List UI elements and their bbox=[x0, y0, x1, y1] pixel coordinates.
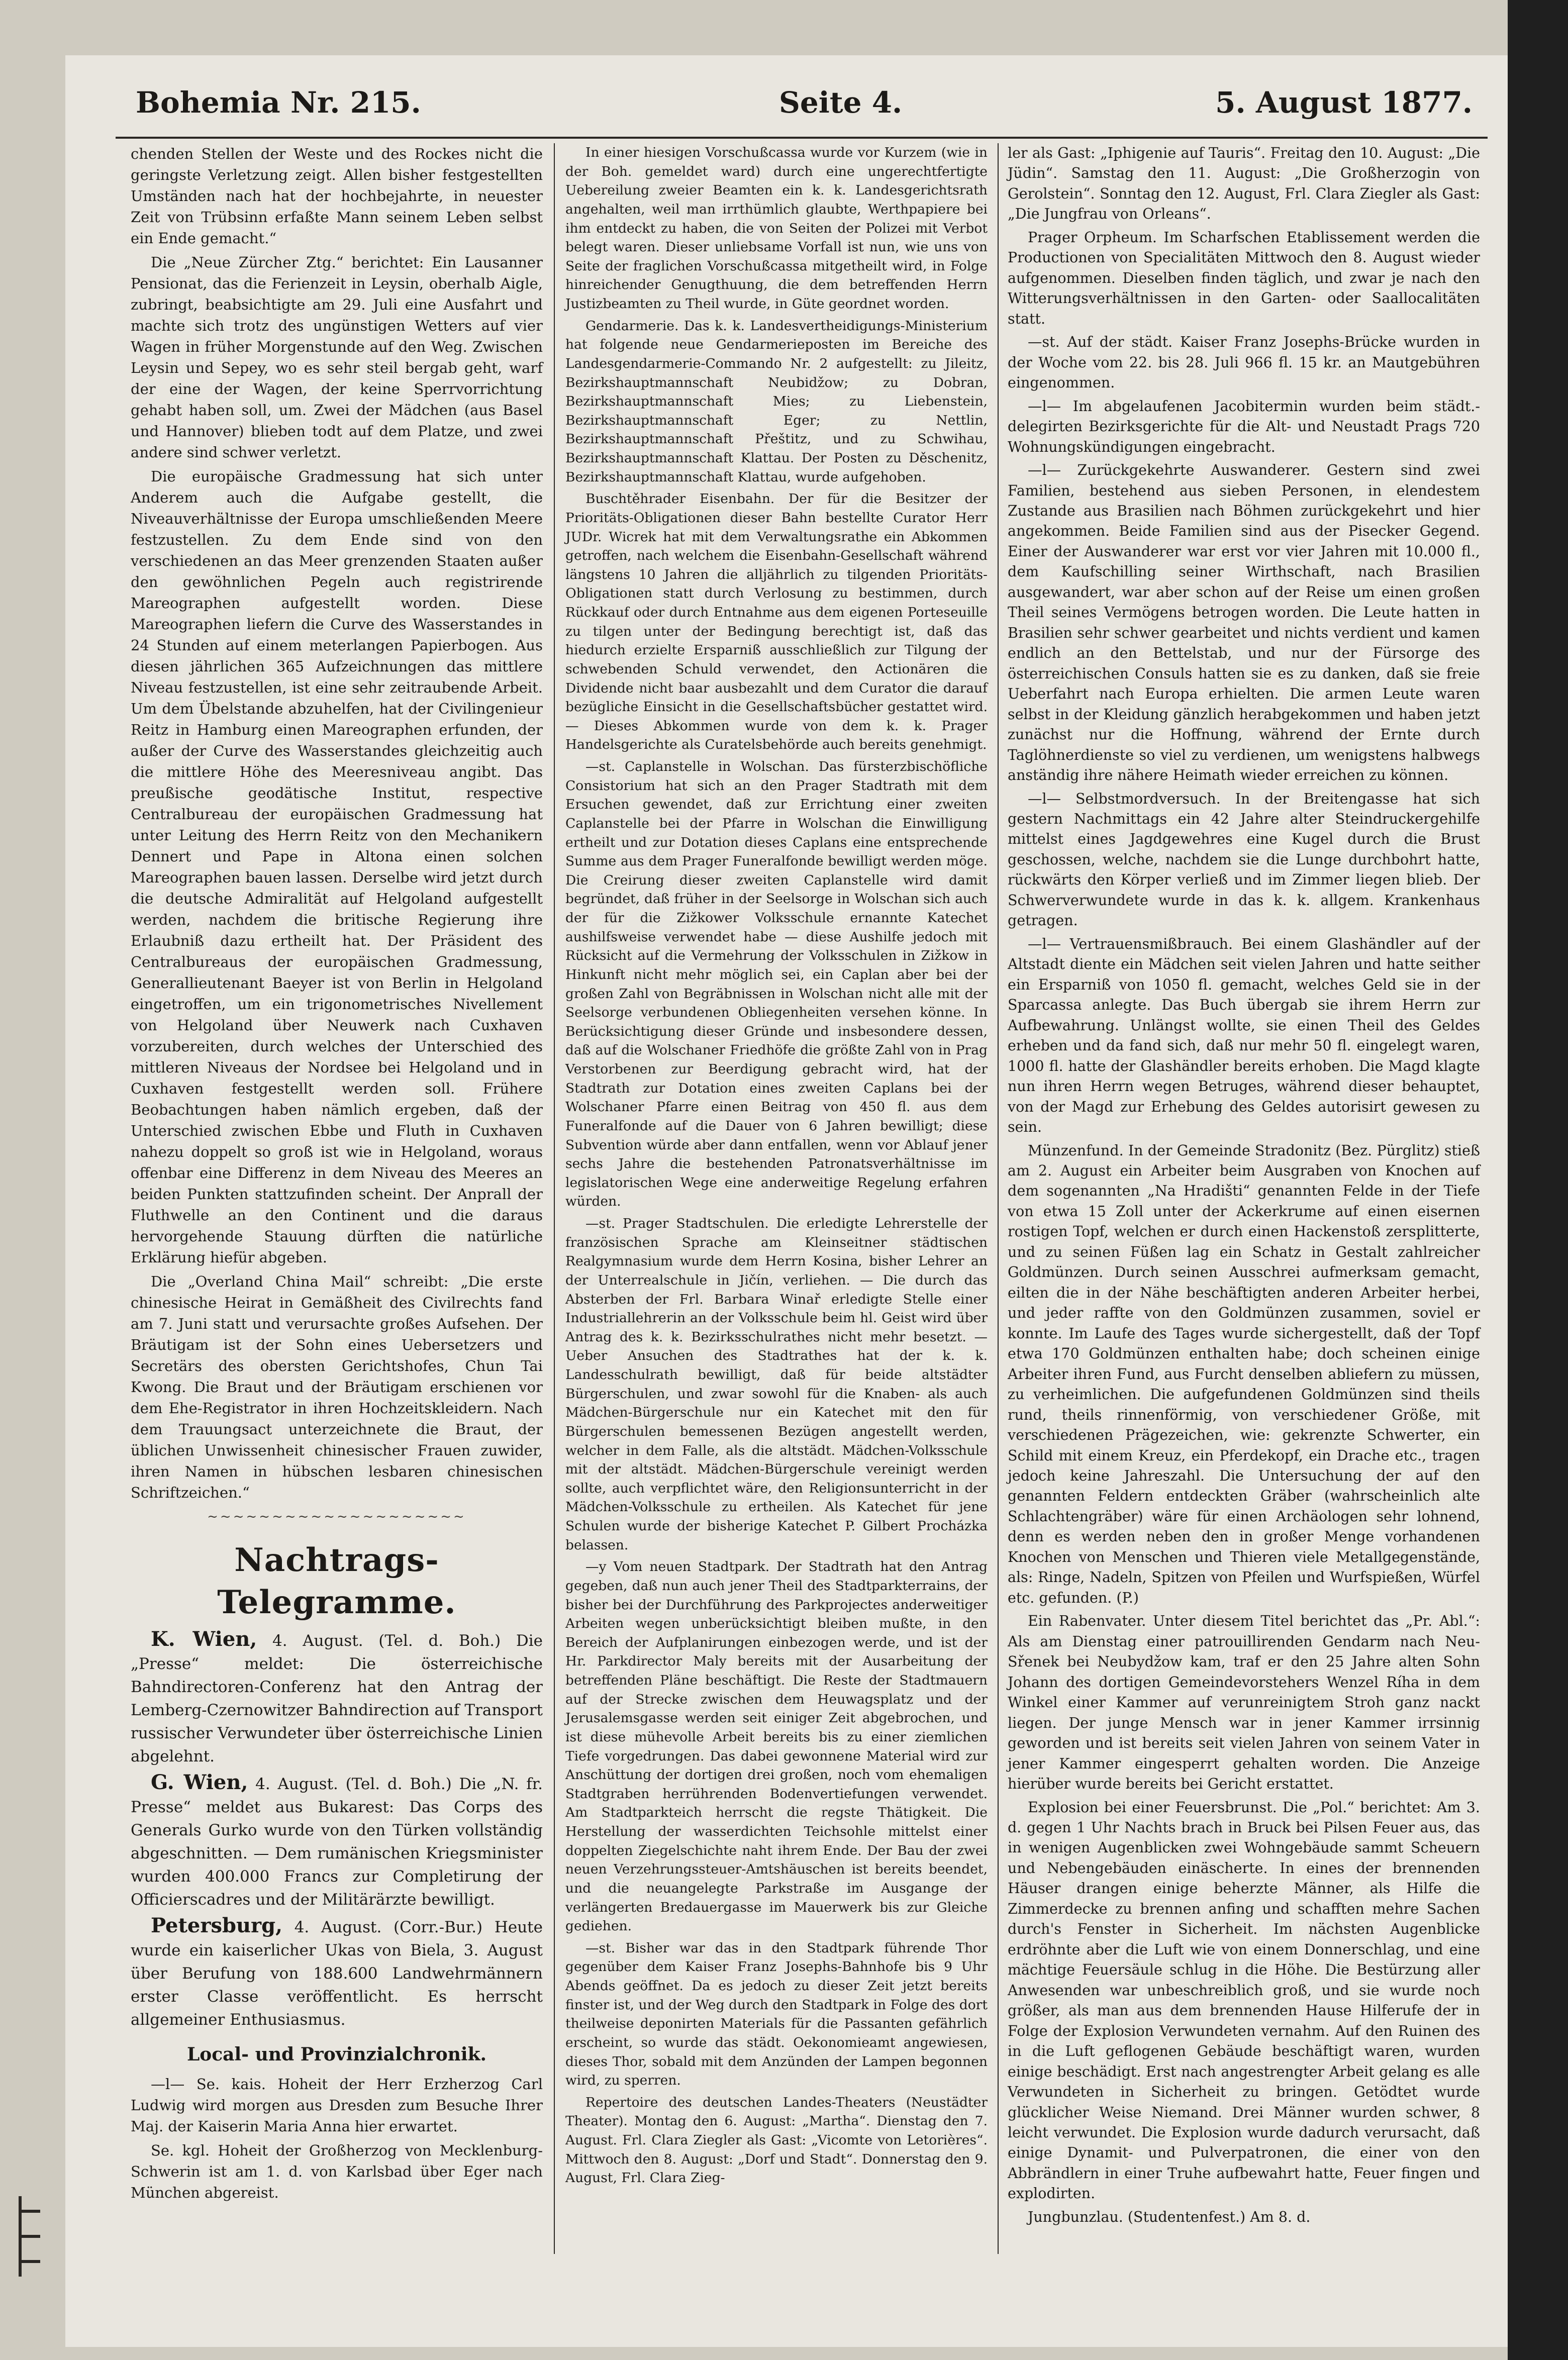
article-buschtehrader: Buschtěhrader Eisenbahn. Der für die Besitzer der Prioritäts-Obligationen dieser Bahn bestellte Curator Herr JUDr. Wicrek hat mit dem Verwaltungsrathe ein Abkommen getroffen, nach welchem die Eisenbahn-Gesellschaft während längstens 10 Jahren die alljährlich zu tilgenden Prioritäts-Obligationen statt durch Verlosung zu bestimmen, durch Rückkauf oder durch Entnahme aus dem eigenen Porteseuille zu tilgen unter der Bedingung berechtigt ist, daß das hiedurch erzielte Ersparniß ausschließlich zur Tilgung der schwebenden Schuld verwendet, den Actionären die Dividende nicht baar ausbezahlt und dem Curator die darauf bezügliche Einsicht in die Gesellschaftsbücher gestattet wird. — Dieses Abkommen wurde von dem k. k. Prager Handelsgerichte als Curatelsbehörde auch bereits genehmigt. bbox=[565, 491, 988, 753]
article-bridge-toll: —st. Auf der städt. Kaiser Franz Josephs-Brücke wurden in der Woche vom 22. bis 28. Juli 966 fl. 15 kr. an Mautgebühren eingenommen. bbox=[1008, 334, 1480, 391]
header-publication: Bohemia Nr. 215. bbox=[136, 85, 421, 120]
article-orpheum: Prager Orpheum. Im Scharfschen Etablissement werden die Productionen von Specialitäten Mittwoch den 8. August wieder aufgenommen. Dieselben finden täglich, und zwar je nach den Witterungsverhältnissen in den Garten- oder Saallocalitäten statt. bbox=[1008, 229, 1480, 327]
column-2 bbox=[565, 143, 988, 2191]
article-stadtpark: —y Vom neuen Stadtpark. Der Stadtrath hat den Antrag gegeben, daß nun auch jener Theil des Stadtparkterrains, der bisher bei der Durchführung des Parkprojectes anderweitiger Arbeiten wegen unberücksichtigt bleiben mußte, in den Bereich der Aufplanirungen einbezogen werde, und ist der Hr. Parkdirector Maly bereits mit der Ausarbeitung der betreffenden Pläne beschäftigt. Die Reste der Stadtmauern auf der Strecke zwischen dem Heuwagsplatz und der Jerusalemsgasse werden seit einiger Zeit abgebrochen, und ist diese mühevolle Arbeit bereits bis zu einer ziemlichen Tiefe vorgedrungen. Das dabei gewonnene Material wird zur Anschüttung der dortigen drei großen, noch vom ehemaligen Stadtgraben herrührenden Bodenvertiefungen verwendet. Am Stadtparkteich herrscht die regste Thätigkeit. Die Herstellung der wasserdichten Teichsohle mittelst einer doppelten Ziegelschichte naht ihrem Ende. Der Bau der zwei neuen Verzehrungssteuer-Amtshäuschen ist bereits beendet, und die neuangelegte Parkstraße im Ausgange der verlängerten Bredauergasse im Mauerwerk bis zur Gleiche gediehen. bbox=[565, 1559, 988, 1934]
article-theater-repertoire: Repertoire des deutschen Landes-Theaters (Neustädter Theater). Montag den 6. August: „Martha“. Dienstag den 7. August. Frl. Clara Ziegler als Gast: „Vicomte von Letorières“. Mittwoch den 8. August: „Dorf und Stadt“. Donnerstag den 9. August, Frl. Clara Zieg- bbox=[565, 2094, 988, 2186]
page-header bbox=[65, 75, 1508, 136]
telegram-text: 4. August. (Corr.-Bur.) Heute wurde ein kaiserlicher Ukas von Biela, 3. August über Berufung von 188.600 Landwehrmännern erster Classe veröffentlicht. Es herrscht allgemeiner Enthusiasmus. bbox=[131, 1918, 543, 2029]
article-explosion: Explosion bei einer Feuersbrunst. Die „Pol.“ berichtet: Am 3. d. gegen 1 Uhr Nachts brach in Bruck bei Pilsen Feuer aus, das in wenigen Augenblicken zwei Wohngebäude sammt Scheuern und Nebengebäuden einäscherte. In eines der brennenden Häuser drangen einige beherzte Männer, als Hilfe die Zimmerdecke zu brennen anfing und schafften mehre Sachen durch's Fenster in Sicherheit. Im nächsten Augenblicke erdröhnte aber die Luft wie von einem Donnerschlag, und eine mächtige Feuersäule schlug in die Höhe. Die Bestürzung aller Anwesenden war unbeschreiblich groß, und sie wurde noch größer, als man aus dem brennenden Hause Hilferufe der in Folge der Explosion Verwundeten vernahm. Auf den Ruinen des in die Luft geflogenen Gebäude beschäftigt waren, wurden einige beschädigt. Erst nach angestrengter Arbeit gelang es alle Verwundeten in Sicherheit zu bringen. Getödtet wurde glücklicher Weise Niemand. Drei Männer wurden schwer, 8 leicht verwundet. Die Explosion wurde dadurch verursacht, daß einige Dynamit- und Pulverpatronen, die einer von den Abbrändlern in einer Truhe aufbewahrt hatte, Feuer fingen und explodirten. bbox=[1008, 1799, 1480, 2202]
scan-border bbox=[1508, 0, 1568, 2360]
section-separator: ~~~~~~~~~~~~~~~~~~~~ bbox=[207, 1509, 466, 1524]
article-suicide-attempt: —l— Selbstmordversuch. In der Breitengasse hat sich gestern Nachmittags ein 42 Jahre alter Steindruckergehilfe mittelst eines Jagdgewehres eine Kugel durch die Brust geschossen, welche, nachdem sie die Lunge durchbohrt hatte, rückwärts den Körper verließ und im Zimmer liegen blieb. Der Schwerverwundete wurde in das k. k. allgem. Krankenhaus getragen. bbox=[1008, 790, 1480, 929]
article-breach-of-trust: —l— Vertrauensmißbrauch. Bei einem Glashändler auf der Altstadt diente ein Mädchen seit vielen Jahren und hatte seither ein Ersparniß von 1050 fl. gemacht, welches Geld sie in der Sparcassa anlegte. Das Buch übergab sie ihrem Herrn zur Aufbewahrung. Unlängst wollte, sie einen Theil des Geldes erheben und da fand sich, daß nur mehr 50 fl. eingelegt waren, 1000 fl. hatte der Glashändler bereits erhoben. Die Magd klagte nun ihren Herrn wegen Betruges, während dieser behauptet, von der Magd zur Erhebung des Geldes autorisirt gewesen zu sein. bbox=[1008, 935, 1480, 1136]
article-china-wedding: Die „Overland China Mail“ schreibt: „Die erste chinesische Heirat in Gemäßheit des Civilrechts fand am 7. Juni statt und verursachte großes Aufsehen. Der Bräutigam ist der Sohn eines Uebersetzers und Secretärs des obersten Gerichtshofes, Chun Tai Kwong. Die Braut und der Bräutigam erschienen vor dem Ehe-Registrator in ihren Hochzeitskleidern. Nach dem Trauungsact unterzeichnete die Braut, der üblichen Unwissenheit chinesischer Frauen zuwider, ihren Namen in hübschen lesbaren chinesischen Schriftzeichen.“ bbox=[131, 1273, 543, 1501]
header-date: 5. August 1877. bbox=[1215, 85, 1473, 120]
article-coin-find: Münzenfund. In der Gemeinde Stradonitz (Bez. Pürglitz) stieß am 2. August ein Arbeiter beim Ausgraben von Knochen auf dem sogenannten „Na Hradišti“ genannten Felde in der Tiefe von etwa 15 Zoll unter der Ackerkrume auf einen eisernen rostigen Topf, welchen er durch einen Hackenstoß zersplitterte, und zu seinen Füßen lag ein Schatz in Gestalt zahlreicher Goldmünzen. Durch seinen Ausschrei aufmerksam gemacht, eilten die in der Nähe beschäftigten anderen Arbeiter herbei, und jeder raffte von den Goldmünzen zusammen, soviel er konnte. Im Laufe des Tages wurde sichergestellt, daß der Topf etwa 170 Goldmünzen enthalten habe; doch scheinen einige Arbeiter ihren Fund, aus Furcht denselben abliefern zu müssen, zu verheimlichen. Die aufgefundenen Goldmünzen sind theils rund, theils rinnenförmig, von verschiedener Größe, mit verschiedenen Prägezeichen, wie: gekrenzte Schwerter, ein Schild mit einem Kreuz, ein Pferdekopf, ein Drache etc., tragen jedoch keine Jahreszahl. Die Untersuchung der auf den genannten Feldern entdeckten Gräber (wahrscheinlich alte Schlachtengräber) wäre für einen Archäologen sehr lohnend, denn es werden neben den in großer Menge vorhandenen Knochen von Menschen und Thieren viele Metallgegenstände, als: Ringe, Nadeln, Spitzen von Pfeilen und Wurfspießen, Würfel etc. gefunden. (P.) bbox=[1008, 1142, 1480, 1606]
article-vorschusscassa: In einer hiesigen Vorschußcassa wurde vor Kurzem (wie in der Boh. gemeldet ward) durch eine ungerechtfertigte Uebereilung zweier Beamten ein k. k. Landesgerichtsrath angehalten, weil man irrthümlich glaubte, Werthpapiere bei ihm entdeckt zu haben, die von Seiten der Polizei mit Verbot belegt waren. Dieser unliebsame Vorfall ist nun, wie uns von Seite der fraglichen Vorschußcassa mitgetheilt wird, in Folge hinreichender Genugthuung, die dem betreffenden Herrn Justizbeamten zu Theil wurde, in Güte geordnet worden. bbox=[565, 145, 988, 312]
article-stadtschulen: —st. Prager Stadtschulen. Die erledigte Lehrerstelle der französischen Sprache am Kleinseitner städtischen Realgymnasium wurde dem Herrn Kosina, bisher Lehrer an der Unterrealschule in Jičín, verliehen. — Die durch das Absterben der Frl. Barbara Winař erledigte Stelle einer Industriallehrerin an der Volksschule beim hl. Geist wird über Antrag des k. k. Bezirksschulrathes nicht mehr besetzt. — Ueber Ansuchen des Stadtrathes hat der k. k. Landesschulrath bewilligt, daß für beide altstädter Bürgerschulen, und zwar sowohl für die Knaben- als auch Mädchen-Bürgerschule nur ein Katechet mit den für Bürgerschulen bemessenen Bezügen angestellt werden, welcher in dem Falle, als die altstädt. Mädchen-Volksschule mit der altstädt. Mädchen-Bürgerschule vereinigt werden sollte, auch verpflichtet wäre, den Religionsunterricht in der Mädchen-Volksschule zu ertheilen. Als Katechet für jene Schulen wurde der bisherige Katechet P. Gilbert Procházka belassen. bbox=[565, 1216, 988, 1553]
telegram-dateline: G. Wien, bbox=[151, 1771, 248, 1794]
column-3 bbox=[1008, 143, 1480, 2230]
telegram-item bbox=[131, 1914, 543, 2031]
article-leysin-accident: Die „Neue Zürcher Ztg.“ berichtet: Ein Lausanner Pensionat, das die Ferienzeit in Leysin, oberhalb Aigle, zubringt, beabsichtigte am 29. Juli eine Ausfahrt und machte sich trotz des ungünstigen Wetters auf vier Wagen in früher Morgenstunde auf den Weg. Zwischen Leysin und Sepey, wo es sehr steil bergab geht, warf der eine der Wagen, der keine Sperrvorrichtung gehabt haben soll, um. Zwei der Mädchen (aus Basel und Hannover) blieben todt auf dem Platze, und zwei andere sind schwer verletzt. bbox=[131, 254, 543, 461]
telegram-dateline: Petersburg, bbox=[151, 1914, 282, 1937]
article-emigrants: —l— Zurückgekehrte Auswanderer. Gestern sind zwei Familien, bestehend aus sieben Personen, in elendestem Zustande aus Brasilien nach Böhmen zurückgekehrt und hier angekommen. Beide Familien sind aus der Pisecker Gegend. Einer der Auswanderer war erst vor vier Jahren mit 10.000 fl., dem Kaufschilling seiner Wirthschaft, nach Brasilien ausgewandert, war aber schon auf der Reise um einen großen Theil seines Vermögens betrogen worden. Die Leute hatten in Brasilien sehr schwer gearbeitet und nichts verdient und kamen endlich an den Bettelstab, und nur der Fürsorge des österreichischen Consuls hatten sie es zu danken, daß sie freie Ueberfahrt nach Europa erhielten. Die armen Leute waren selbst in der Kleidung gänzlich herabgekommen und haben jetzt zunächst nur die Hoffnung, während der Ernte durch Taglöhnerdienste so viel zu verdienen, um wenigstens halbwegs anständig ihre nähere Heimath wieder erreichen zu können. bbox=[1008, 462, 1480, 784]
article-grand-duke: Se. kgl. Hoheit der Großherzog von Mecklenburg-Schwerin ist am 1. d. von Karlsbad über Eger nach München abgereist. bbox=[131, 2142, 543, 2201]
telegram-dateline: K. Wien, bbox=[151, 1627, 257, 1651]
article-rabenvater: Ein Rabenvater. Unter diesem Titel berichtet das „Pr. Abl.“: Als am Dienstag einer patrouillirenden Gendarm nach Neu-Sřenek bei Neubydžow kam, traf er den 25 Jahre alten Sohn Johann des dortigen Gemeindevorstehers Wenzel Ríha in dem Winkel einer Kammer auf verunreinigtem Stroh ganz nackt liegen. Der junge Mensch war in jener Kammer irrsinnig geworden und ist bereits seit vielen Jahren von seinem Vater in jener Kammer eingesperrt gehalten worden. Die Anzeige hierüber wurde bereits bei Gericht erstattet. bbox=[1008, 1613, 1480, 1793]
article-theater-continued: ler als Gast: „Iphigenie auf Tauris“. Freitag den 10. August: „Die Jüdin“. Samstag den 11. August: „Die Großherzogin von Gerolstein“. Sonntag den 12. August, Frl. Clara Ziegler als Gast: „Die Jungfrau von Orleans“. bbox=[1008, 145, 1480, 223]
article-suicide-end: chenden Stellen der Weste und des Rockes nicht die geringste Verletzung zeigt. Allen bisher festgestellten Umständen nach hat der hochbejahrte, in neuester Zeit von Trübsinn erfaßte Mann seinem Leben selbst ein Ende gemacht.“ bbox=[131, 145, 543, 247]
telegrams-heading: Nachtrags-Telegramme. bbox=[217, 1541, 456, 1621]
header-rule bbox=[116, 137, 1488, 139]
scan-margin-mark bbox=[10, 2191, 55, 2282]
telegrams-section bbox=[131, 1628, 543, 2031]
article-gendarmerie: Gendarmerie. Das k. k. Landesvertheidigungs-Ministerium hat folgende neue Gendarmerieposten im Bereiche des Landesgendarmerie-Commando Nr. 2 aufgestellt: zu Jileitz, Bezirkshauptmannschaft Neubidžow; zu Dobran, Bezirkshauptmannschaft Mies; zu Liebenstein, Bezirkshauptmannschaft Eger; zu Nettlin, Bezirkshauptmannschaft Přeštitz, und zu Schwihau, Bezirkshauptmannschaft Klattau. Der Posten zu Děschenitz, Bezirkshauptmannschaft Klattau, wurde aufgehoben. bbox=[565, 318, 988, 485]
article-caplanstelle: —st. Caplanstelle in Wolschan. Das fürsterzbischöfliche Consistorium hat sich an den Prager Stadtrath mit dem Ersuchen gewendet, daß zur Errichtung einer zweiten Caplanstelle bei der Pfarre in Wolschan die Einwilligung ertheilt und zur Dotation dieses Caplans eine entsprechende Summe aus dem Prager Funeralfonde bewilligt werden möge. Die Creirung dieser zweiten Caplanstelle wird damit begründet, daß früher in der Seelsorge in Wolschan sich auch der für die Zižkower Volksschule ernannte Katechet aushilfsweise verwendet habe — diese Aushilfe jedoch mit Rücksicht auf die Vermehrung der Volksschulen in Zižkow in Hinkunft nicht mehr möglich sei, ein Caplan aber bei der großen Zahl von Begräbnissen in Wolschan nicht alle mit der Seelsorge verbundenen Obliegenheiten versehen könne. In Berücksichtigung dieser Gründe und insbesondere dessen, daß auf die Wolschaner Friedhöfe die größte Zahl von in Prag Verstorbenen zur Beerdigung gebracht wird, hat der Stadtrath zur Dotation eines zweiten Caplans bei der Wolschaner Pfarre einen Beitrag von 450 fl. aus dem Funeralfonde auf die Dauer von 6 Jahren bewilligt; diese Subvention würde aber dann entfallen, wenn vor Ablauf jener sechs Jahre die bestehenden Patronatsverhältnisse im legislatorischen Wege eine anderweitige Regelung erfahren würden. bbox=[565, 759, 988, 1210]
article-archduke: —l— Se. kais. Hoheit der Herr Erzherzog Carl Ludwig wird morgen aus Dresden zum Besuche Ihrer Maj. der Kaiserin Maria Anna hier erwartet. bbox=[131, 2076, 543, 2135]
telegram-text: 4. August. (Tel. d. Boh.) Die „N. fr. Presse“ meldet aus Bukarest: Das Corps des Generals Gurko wurde von den Türken vollständig abgeschnitten. — Dem rumänischen Kriegsminister wurden 400.000 Francs zur Completirung der Officierscadres und der Militärärzte bewilligt. bbox=[131, 1775, 543, 1909]
article-gradmessung: Die europäische Gradmessung hat sich unter Anderem auch die Aufgabe gestellt, die Niveauverhältnisse der Europa umschließenden Meere festzustellen. Zu dem Ende sind von den verschiedenen an das Meer grenzenden Staaten außer den gewöhnlichen Pegeln auch registrirende Mareographen aufgestellt worden. Diese Mareographen liefern die Curve des Wasserstandes in 24 Stunden auf einem meterlangen Papierbogen. Aus diesen jährlichen 365 Aufzeichnungen das mittlere Niveau festzustellen, ist eine sehr zeitraubende Arbeit. Um dem Übelstande abzuhelfen, hat der Civilingenieur Reitz in Hamburg einen Mareographen erfunden, der außer der Curve des Wasserstandes gleichzeitig auch die mittlere Höhe des Meeresniveau angibt. Das preußische geodätische Institut, respective Centralbureau der europäischen Gradmessung hat unter Leitung des Herrn Reitz von den Mechanikern Dennert und Pape in Altona einen solchen Mareographen bauen lassen. Derselbe wird jetzt durch die deutsche Admiralität auf Helgoland aufgestellt werden, nachdem die britische Regierung ihre Erlaubniß dazu ertheilt hat. Der Präsident des Centralbureaus der europäischen Gradmessung, Generallieutenant Baeyer ist von Berlin in Helgoland eingetroffen, um ein trigonometrisches Nivellement von Helgoland über Neuwerk nach Cuxhaven vorzubereiten, durch welches der Unterschied des mittleren Niveaus der Nordsee bei Helgoland und in Cuxhaven festgestellt werden soll. Frühere Beobachtungen haben nämlich ergeben, daß der Unterschied zwischen Ebbe und Fluth in Cuxhaven nahezu doppelt so groß ist wie in Helgoland, woraus offenbar eine Differenz in dem Niveau des Meeres an beiden Punkten stattzufinden scheint. Der Anprall der Fluthwelle an den Continent und die daraus hervorgehende Stauung dürften die natürliche Erklärung hiefür abgeben. bbox=[131, 468, 543, 1266]
column-divider-2 bbox=[998, 143, 999, 2254]
header-page-number: Seite 4. bbox=[779, 85, 903, 120]
column-divider-1 bbox=[554, 143, 555, 2254]
telegram-item bbox=[131, 1771, 543, 1911]
article-stadtpark-gate: —st. Bisher war das in den Stadtpark führende Thor gegenüber dem Kaiser Franz Josephs-Bahnhofe bis 9 Uhr Abends geöffnet. Da es jedoch zu dieser Zeit jetzt bereits finster ist, und der Weg durch den Stadtpark in Folge des dort theilweise deponirten Materials für die Passanten gefährlich erscheint, so wurde das städt. Oekonomieamt angewiesen, dieses Thor, sobald mit dem Anzünden der Lampen begonnen wird, zu sperren. bbox=[565, 1940, 988, 2089]
article-jungbunzlau: Jungbunzlau. (Studentenfest.) Am 8. d. bbox=[1028, 2208, 1311, 2225]
article-jacobitermin: —l— Im abgelaufenen Jacobitermin wurden beim städt.-delegirten Bezirksgerichte für die Alt- und Neustadt Prags 720 Wohnungskündigungen eingebracht. bbox=[1008, 398, 1480, 455]
column-1 bbox=[131, 143, 543, 2206]
local-chronicle-heading: Local- und Provinzialchronik. bbox=[186, 2044, 487, 2065]
telegram-text: 4. August. (Tel. d. Boh.) Die „Presse“ meldet: Die österreichische Bahndirectoren-Conferenz hat den Antrag der Lemberg-Czernowitzer Bahndirection auf Transport russischer Verwundeter über österreichische Linien abgelehnt. bbox=[131, 1632, 543, 1765]
telegram-item bbox=[131, 1628, 543, 1768]
